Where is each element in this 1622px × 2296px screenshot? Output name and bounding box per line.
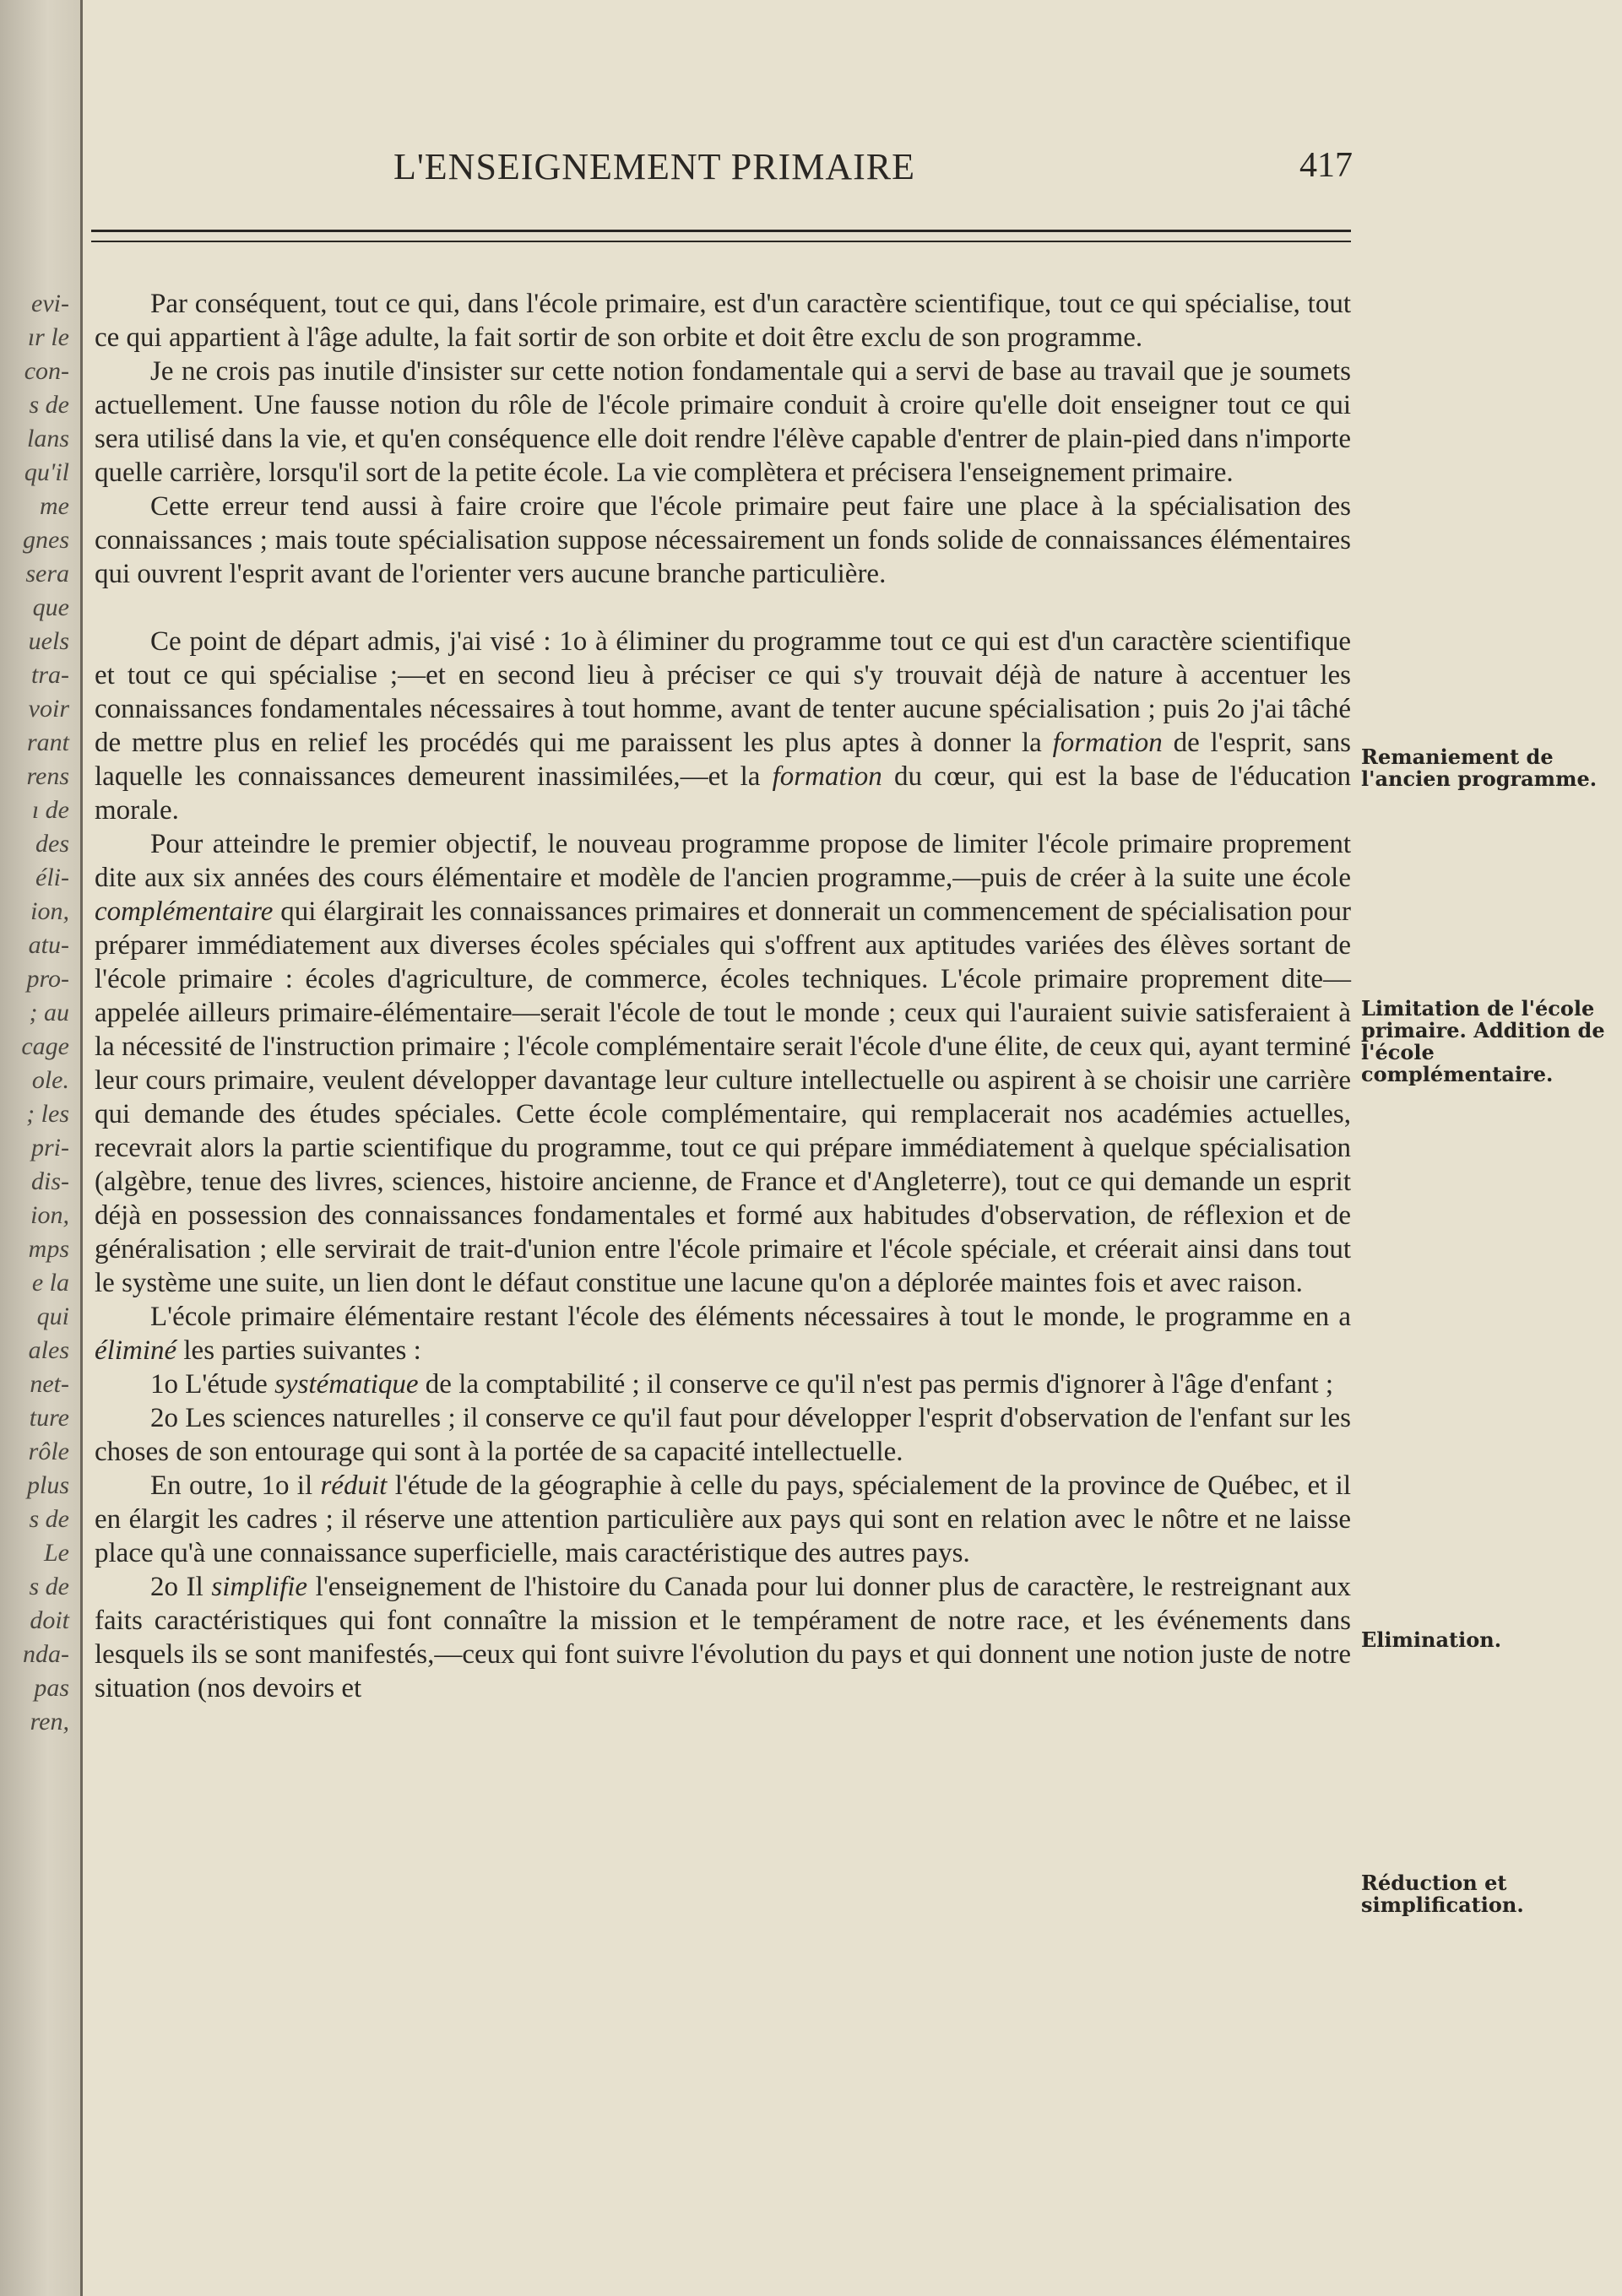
gutter-fragment: dis- <box>31 1167 69 1195</box>
gutter-fragment: pro- <box>26 965 69 993</box>
text-run: de la comptabilité ; il conserve ce qu'il n'est pas permis d'ignorer à l'âge d'enfant ; <box>418 1369 1334 1400</box>
text-run: l'étude de la géographie à celle du pays, spécialement de la province de Québec, et il en élargit les cadres ; il réserve une attention particulière aux pays qui sont en relation avec le nôtre et ne laisse place qu'à une connaissance superficielle, mais caractéristique des autres pays. <box>95 1470 1351 1568</box>
gutter-fragment: rôle <box>28 1438 69 1465</box>
paragraph: Je ne crois pas inutile d'insister sur cette notion fondamentale qui a servi de base au travail que je soumets actuellement. Une fausse notion du rôle de l'école primaire conduit à croire qu'elle doit enseigner tout ce qui sera utilisé dans la vie, et qu'en conséquence elle doit rendre l'élève capable d'entrer de plain-pied dans n'importe quelle carrière, lorsqu'il sort de la petite école. La vie complètera et précisera l'enseignement primaire. <box>95 356 1352 488</box>
paragraph <box>95 1367 1351 1401</box>
gutter-fragment: evi- <box>31 290 69 317</box>
gutter-fragment: lans <box>26 425 69 452</box>
paragraph <box>95 1300 1351 1367</box>
text-run: L'école primaire élémentaire restant l'école des éléments nécessaires à tout le monde, le programme en a <box>150 1302 1351 1332</box>
gutter-fragment: ; au <box>29 999 69 1026</box>
gutter-fragment: des <box>35 830 69 858</box>
gutter-fragment: ture <box>29 1404 69 1432</box>
body-text <box>95 287 1351 1705</box>
margin-note-elimination: Elimination. <box>1361 1627 1502 1652</box>
margin-note-remaniement: Remaniement de l'ancien programme. <box>1361 745 1598 791</box>
gutter-fragment: cage <box>21 1032 69 1060</box>
text-run: qui élargirait les connaissances primaires et donnerait un commencement de spécialisation pour préparer immédiatement aux diverses écoles spéciales qui s'offrent aux aptitudes variées des élèves sortant de l'école primaire : écoles d'agriculture, de commerce, écoles techniques. L'école primaire proprement dite—appelée ailleurs primaire-élémentaire—serait l'école de tout le monde ; ceux qui l'auraient suivie satisferaient à la nécessité de l'instruction primaire ; l'école complémentaire serait l'école d'une élite, de ceux qui, ayant terminé leur cours primaire, veulent développer davantage leur culture intellectuelle ou aspirent à se choisir une carrière qui demande des études spéciales. Cette école complémentaire, qui remplacerait nos académies actuelles, recevrait alors la partie scientifique du programme, tout ce qui prépare immédiatement à quelque spécialisation (algèbre, tenue des livres, sciences, histoire ancienne, de France et d'Angleterre), tout ce qui demande un esprit déjà en possession des connaissances fondamentales et formé aux habitudes d'observation, de réflexion et de généralisation ; elle servirait de trait-d'union entre l'école primaire et l'école spéciale, et créerait ainsi dans tout le système une suite, un lien dont le défaut constitue une lacune qu'on a déplorée maintes fois et avec raison. <box>95 896 1352 1298</box>
margin-note-limitation: Limitation de l'école primaire. Addition de l'école complémentaire. <box>1361 996 1605 1086</box>
gutter-fragment: ion, <box>30 1201 69 1229</box>
text-run: du cœur, qui est la base de l'éducation morale. <box>95 761 1351 826</box>
gutter-fragment: ales <box>28 1336 69 1364</box>
gutter-fragment: rant <box>26 728 69 756</box>
running-title: L'ENSEIGNEMENT PRIMAIRE <box>393 146 915 187</box>
gutter-fragment: mps <box>28 1235 69 1263</box>
italic-term: réduit <box>320 1470 388 1501</box>
gutter-fragment: qu'il <box>24 458 69 486</box>
text-run: Pour atteindre le premier objectif, le nouveau programme propose de limiter l'école primaire proprement dite aux six années des cours élémentaire et modèle de l'ancien programme,—puis de créer à la suite une école <box>95 829 1351 893</box>
gutter-fragment: uels <box>28 627 69 655</box>
gutter-fragment: voir <box>28 695 69 723</box>
gutter-fragment: net- <box>30 1370 69 1398</box>
gutter-fragment: s de <box>29 1573 69 1600</box>
text-run: de l'esprit, sans laquelle les connaissances demeurent inassimilées,—et la <box>95 728 1351 792</box>
header-rule <box>91 230 1351 242</box>
gutter-fragment: s de <box>29 391 69 419</box>
gutter-fragment: gnes <box>23 526 69 554</box>
adjacent-page-fragments <box>0 287 76 1739</box>
text-run: 2o Il <box>150 1572 212 1602</box>
gutter-fragment: doit <box>30 1606 69 1634</box>
gutter-fragment: atu- <box>28 931 69 959</box>
gutter-fragment: pas <box>34 1674 69 1702</box>
italic-term: formation <box>1052 728 1163 758</box>
paragraph: Par conséquent, tout ce qui, dans l'école primaire, est d'un caractère scientifique, tout ce qui spécialise, tout ce qui appartient à l'âge adulte, la fait sortir de son orbite et doit être exclu de son programme. <box>95 289 1351 353</box>
gutter-fragment: nda- <box>23 1640 69 1668</box>
gutter-fragment: pri- <box>31 1134 69 1162</box>
gutter-fragment: qui <box>36 1302 69 1330</box>
italic-term: complémentaire <box>95 896 274 927</box>
gutter-fragment: ı de <box>31 796 69 824</box>
binding-gutter <box>0 0 83 2296</box>
text-run: les parties suivantes : <box>176 1335 421 1366</box>
paragraph <box>95 827 1351 1300</box>
gutter-fragment: ion, <box>30 897 69 925</box>
gutter-fragment: s de <box>29 1505 69 1533</box>
paragraph: Cette erreur tend aussi à faire croire que l'école primaire peut faire une place à la spécialisation des connaissances ; mais toute spécialisation suppose nécessairement un fonds solide de connaissances élémentaires qui ouvrent l'esprit avant de l'orienter vers aucune branche particulière. <box>95 491 1351 589</box>
gutter-fragment: sera <box>25 560 69 588</box>
gutter-fragment: con- <box>24 357 69 385</box>
margin-note-reduction: Réduction et simplification. <box>1361 1871 1524 1917</box>
gutter-fragment: ole. <box>31 1066 69 1094</box>
paragraph <box>95 1570 1351 1705</box>
text-run: En outre, 1o il <box>150 1470 321 1501</box>
paragraph: 2o Les sciences naturelles ; il conserve ce qu'il faut pour développer l'esprit d'observation de l'enfant sur les choses de son entourage qui sont à la portée de sa capacité intellectuelle. <box>95 1403 1351 1467</box>
gutter-fragment: e la <box>31 1269 69 1297</box>
gutter-fragment: ; les <box>26 1100 69 1128</box>
gutter-fragment: me <box>40 492 69 520</box>
page-header <box>393 145 1353 192</box>
italic-term: simplifie <box>211 1572 308 1602</box>
gutter-fragment: ren, <box>30 1708 69 1736</box>
gutter-fragment: rens <box>26 762 69 790</box>
gutter-fragment: ır le <box>27 323 69 351</box>
italic-term: systématique <box>274 1369 419 1400</box>
text-run: 1o L'étude <box>150 1369 275 1400</box>
page-number: 417 <box>1299 146 1353 185</box>
gutter-fragment: Le <box>44 1539 69 1567</box>
gutter-fragment: tra- <box>31 661 69 689</box>
gutter-fragment: que <box>32 593 69 621</box>
gutter-fragment: éli- <box>35 864 69 891</box>
paragraph <box>95 1469 1351 1570</box>
text-run: Ce point de départ admis, j'ai visé : 1o à éliminer du programme tout ce qui est d'un caractère scientifique et tout ce qui spécialise ;—et en second lieu à préciser ce qui s'y trouvait déjà de nature à accentuer les connaissances fondamentales nécessaires à tout homme, avant de tenter aucune spécialisation ; puis 2o j'ai tâché de mettre plus en relief les procédés qui me paraissent les plus aptes à donner la <box>95 626 1351 758</box>
paragraph <box>95 625 1351 827</box>
text-run: l'enseignement de l'histoire du Canada pour lui donner plus de caractère, le restreignant aux faits caractéristiques qui font connaître la mission et le tempérament de notre race, et les événements dans lesquels ils se sont manifestés,—ceux qui font suivre l'évolution du pays et qui donnent une notion juste de notre situation (nos devoirs et <box>95 1572 1351 1703</box>
italic-term: formation <box>772 761 882 792</box>
italic-term: éliminé <box>95 1335 177 1366</box>
gutter-fragment: plus <box>26 1471 69 1499</box>
